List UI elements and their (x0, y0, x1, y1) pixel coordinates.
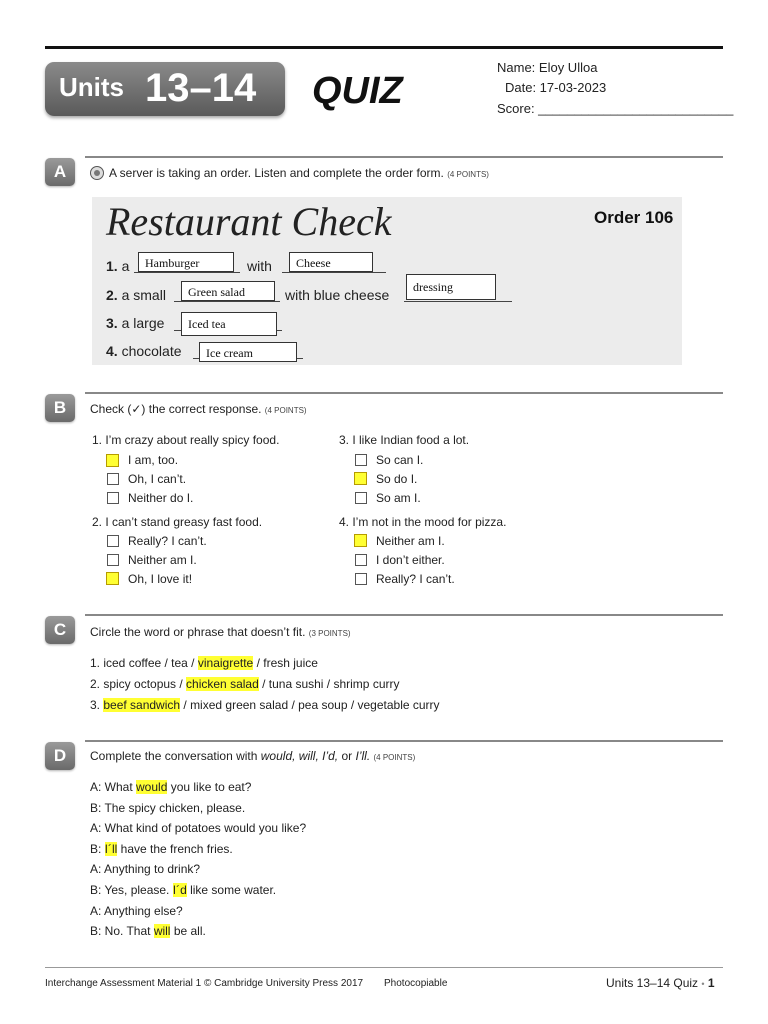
line-text: you like to eat? (167, 780, 252, 794)
line-text: like some water. (186, 883, 277, 897)
item-number: 1. (106, 258, 118, 274)
circle-line-1 (90, 656, 318, 670)
section-c-points: (3 POINTS) (308, 629, 351, 638)
highlighted-answer: I´ll (104, 842, 118, 856)
line-text: / mixed green salad / pea soup / vegetable curry (180, 698, 440, 712)
answer-field-2a[interactable]: Green salad (181, 281, 275, 301)
section-a-label: A (45, 158, 75, 186)
footer-quiz-label (606, 976, 715, 990)
score-field: Score: ___________________________ (497, 101, 734, 116)
section-a-instruction (109, 166, 489, 180)
footer-quiz-title: Units 13–14 Quiz (606, 976, 699, 990)
checkbox-q3-opt2[interactable] (354, 472, 367, 485)
answer-field-1a[interactable]: Hamburger (138, 252, 234, 272)
answer-field-1b[interactable]: Cheese (289, 252, 373, 272)
checkbox-q4-opt3[interactable] (355, 573, 367, 585)
circle-line-3 (90, 698, 440, 712)
line-text: 1. iced coffee / tea / (90, 656, 198, 670)
checkbox-q2-opt1[interactable] (107, 535, 119, 547)
units-badge (45, 62, 285, 116)
order-number: Order 106 (594, 208, 674, 227)
line-text: B: (90, 842, 105, 856)
section-b-label: B (45, 394, 75, 422)
item-connector: with (247, 258, 272, 274)
checkbox-q3-opt3[interactable] (355, 492, 367, 504)
check-title: Restaurant Check (106, 199, 392, 244)
item-number: 4. (106, 343, 118, 359)
line-text: have the french fries. (117, 842, 233, 856)
bullet-icon: • (701, 979, 705, 989)
check-item-1 (106, 258, 129, 274)
item-prefix: a small (121, 287, 166, 303)
line-text: B: Yes, please. (90, 883, 173, 897)
highlighted-answer: vinaigrette (197, 656, 254, 670)
page-number: 1 (707, 976, 715, 990)
line-text: be all. (170, 924, 206, 938)
audio-icon (90, 166, 104, 180)
units-number: 13–14 (145, 66, 257, 110)
item-number: 3. (106, 315, 118, 331)
section-c-instruction-text: Circle the word or phrase that doesn’t fit. (90, 625, 306, 639)
section-d-label: D (45, 742, 75, 770)
option-label: Really? I can’t. (128, 534, 207, 548)
option-label: Oh, I love it! (128, 572, 193, 586)
answer-field-3[interactable]: Iced tea (181, 312, 277, 336)
highlighted-answer: chicken salad (186, 677, 259, 691)
highlighted-answer: I´d (172, 883, 187, 897)
section-c-rule (85, 614, 723, 616)
section-b-instruction (90, 402, 307, 416)
footer-rule (45, 967, 723, 968)
footer-photocopiable: Photocopiable (384, 978, 448, 989)
line-text: A: What (90, 780, 137, 794)
option-label: Really? I can’t. (376, 572, 455, 586)
highlighted-answer: will (153, 924, 171, 938)
checkbox-q2-opt2[interactable] (107, 554, 119, 566)
option-label: So do I. (376, 472, 418, 486)
line-text: / fresh juice (253, 656, 318, 670)
option-label: Oh, I can’t. (128, 472, 187, 486)
item-prefix: a (121, 258, 130, 274)
instruction-text: or (338, 749, 356, 763)
section-a-rule (85, 156, 723, 158)
option-label: So can I. (376, 453, 424, 467)
option-label: Neither do I. (128, 491, 194, 505)
dialog-line-4 (90, 842, 233, 856)
student-name: Name: Eloy Ulloa (497, 60, 598, 75)
answer-line (404, 301, 512, 302)
item-connector: with blue cheese (285, 287, 390, 303)
option-label: Neither am I. (128, 553, 197, 567)
circle-line-2 (90, 677, 399, 691)
checkbox-q1-opt2[interactable] (107, 473, 119, 485)
option-label: So am I. (376, 491, 421, 505)
question-2: 2. I can’t stand greasy fast food. (92, 515, 263, 529)
option-label: I don’t either. (376, 553, 445, 567)
check-item-4 (106, 343, 182, 359)
option-label: Neither am I. (376, 534, 445, 548)
top-rule (45, 46, 723, 49)
option-label: I am, too. (128, 453, 179, 467)
checkbox-q1-opt1[interactable] (106, 454, 119, 467)
highlighted-answer: beef sandwich (103, 698, 181, 712)
section-b-instruction-text: Check (✓) the correct response. (90, 402, 262, 416)
line-text: 3. (90, 698, 104, 712)
answer-field-2b[interactable]: dressing (406, 274, 496, 300)
highlighted-answer: would (136, 780, 168, 794)
item-prefix: a large (121, 315, 165, 331)
item-number: 2. (106, 287, 118, 303)
answer-field-4[interactable]: Ice cream (199, 342, 297, 362)
instruction-words: I’ll. (355, 749, 371, 763)
section-d-points: (4 POINTS) (373, 753, 416, 762)
instruction-text: Complete the conversation with (90, 749, 261, 763)
footer-copyright: Interchange Assessment Material 1 © Cambridge University Press 2017 (45, 978, 364, 989)
line-text: B: No. That (90, 924, 154, 938)
dialog-line-1 (90, 780, 251, 794)
instruction-words: would, will, I’d, (260, 749, 339, 763)
dialog-line-8 (90, 924, 206, 938)
item-prefix: chocolate (121, 343, 182, 359)
checkbox-q4-opt2[interactable] (355, 554, 367, 566)
checkbox-q3-opt1[interactable] (355, 454, 367, 466)
line-text: / tuna sushi / shrimp curry (258, 677, 400, 691)
section-a-points: (4 POINTS) (447, 170, 489, 179)
section-a-instruction-text: A server is taking an order. Listen and complete the order form. (109, 166, 444, 180)
question-3: 3. I like Indian food a lot. (339, 433, 470, 447)
checkbox-q1-opt3[interactable] (107, 492, 119, 504)
section-b-rule (85, 392, 723, 394)
checkbox-q2-opt3[interactable] (106, 572, 119, 585)
section-c-label: C (45, 616, 75, 644)
check-item-3 (106, 315, 164, 331)
line-text: 2. spicy octopus / (90, 677, 187, 691)
dialog-line-6 (90, 883, 276, 897)
units-word: Units (59, 72, 124, 102)
dialog-line-5: A: Anything to drink? (90, 862, 201, 876)
quiz-title: QUIZ (312, 70, 403, 112)
section-c-instruction (90, 625, 351, 639)
checkbox-q4-opt1[interactable] (354, 534, 367, 547)
section-b-points: (4 POINTS) (264, 406, 307, 415)
question-4: 4. I’m not in the mood for pizza. (339, 515, 507, 529)
question-1: 1. I’m crazy about really spicy food. (92, 433, 280, 447)
section-d-instruction (90, 749, 415, 763)
check-item-2 (106, 287, 166, 303)
dialog-line-3: A: What kind of potatoes would you like? (90, 821, 307, 835)
dialog-line-7: A: Anything else? (90, 904, 183, 918)
dialog-line-2: B: The spicy chicken, please. (90, 801, 246, 815)
section-d-rule (85, 740, 723, 742)
quiz-date: Date: 17-03-2023 (505, 80, 607, 95)
